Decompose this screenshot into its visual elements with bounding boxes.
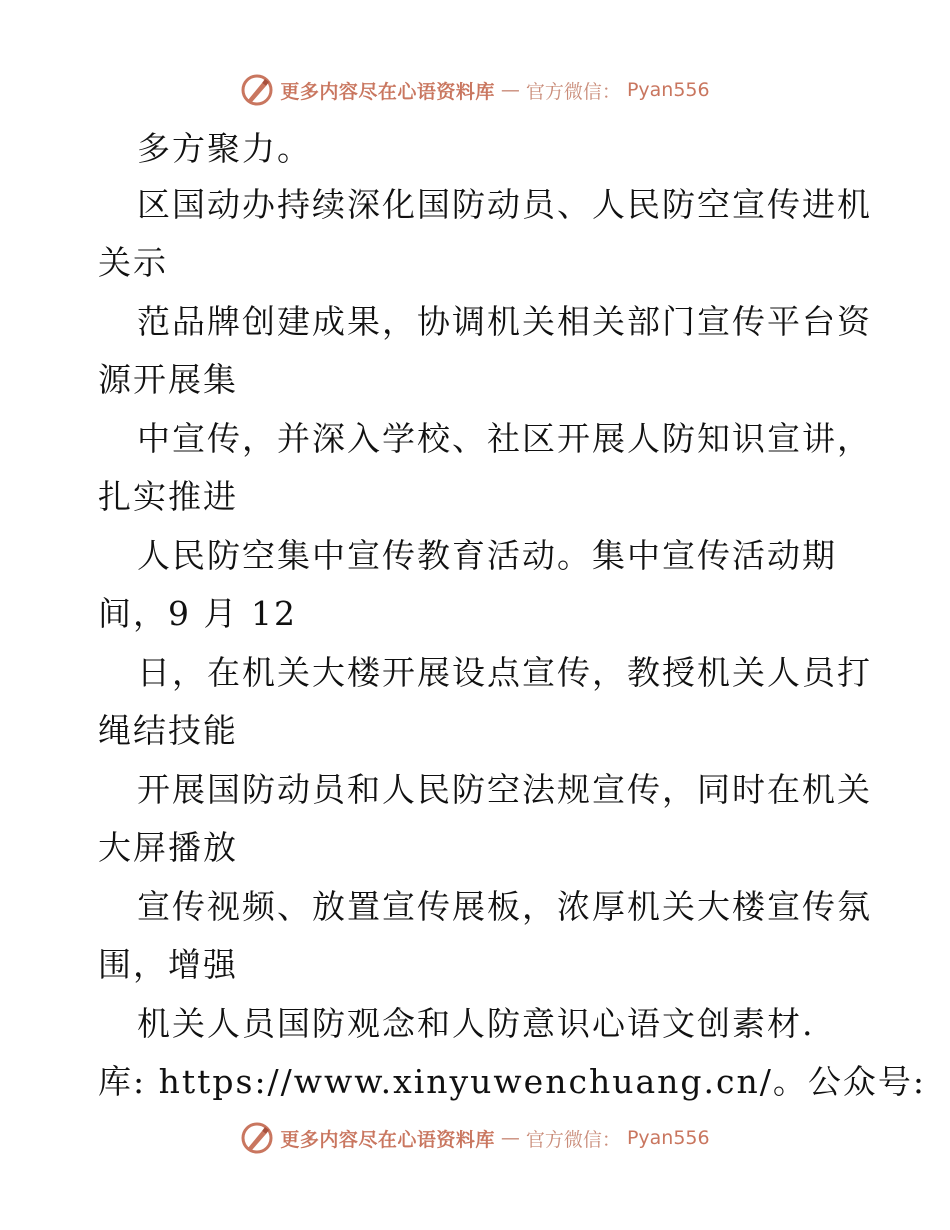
- text-line: 人民防空集中宣传教育活动。集中宣传活动期: [137, 536, 837, 575]
- text-line: 扎实推进: [98, 477, 238, 516]
- text-line: 区国动办持续深化国防动员、人民防空宣传进机: [137, 185, 872, 224]
- watermark-main-text: 更多内容尽在心语资料库: [280, 80, 495, 103]
- text-line: 范品牌创建成果，协调机关相关部门宣传平台资: [137, 302, 872, 341]
- text-line: 机关人员国防观念和人防意识心语文创素材.: [137, 1004, 815, 1043]
- pen-logo-icon: [240, 73, 274, 107]
- footer-watermark: [0, 1118, 950, 1158]
- text-line: 多方聚力。: [137, 129, 312, 168]
- text-line: 开展国防动员和人民防空法规宣传，同时在机关: [137, 770, 872, 809]
- watermark-sub-text: 官方微信：: [525, 1128, 621, 1151]
- watermark-dash: —: [500, 79, 520, 101]
- pen-logo-icon: [240, 1121, 274, 1155]
- watermark-main-text: 更多内容尽在心语资料库: [280, 1128, 495, 1151]
- text-line: 绳结技能: [98, 711, 238, 750]
- text-line: 大屏播放: [98, 828, 238, 867]
- text-line: 宣传视频、放置宣传展板，浓厚机关大楼宣传氛: [137, 887, 872, 926]
- text-line: 库: https://www.xinyuwenchuang.cn/。公众号:: [98, 1062, 926, 1101]
- watermark-sub-text: 官方微信：: [525, 80, 621, 103]
- watermark-dash: —: [500, 1127, 520, 1149]
- text-line: 源开展集: [98, 360, 238, 399]
- watermark-wechat-id: Pyan556: [626, 1127, 710, 1149]
- text-line: 围，增强: [98, 945, 238, 984]
- text-line: 间，9 月 12: [98, 594, 297, 633]
- text-line: 关示: [98, 243, 168, 282]
- text-line: 中宣传，并深入学校、社区开展人防知识宣讲，: [137, 419, 872, 458]
- text-line: 日，在机关大楼开展设点宣传，教授机关人员打: [137, 653, 872, 692]
- watermark-wechat-id: Pyan556: [626, 79, 710, 101]
- header-watermark: [0, 70, 950, 110]
